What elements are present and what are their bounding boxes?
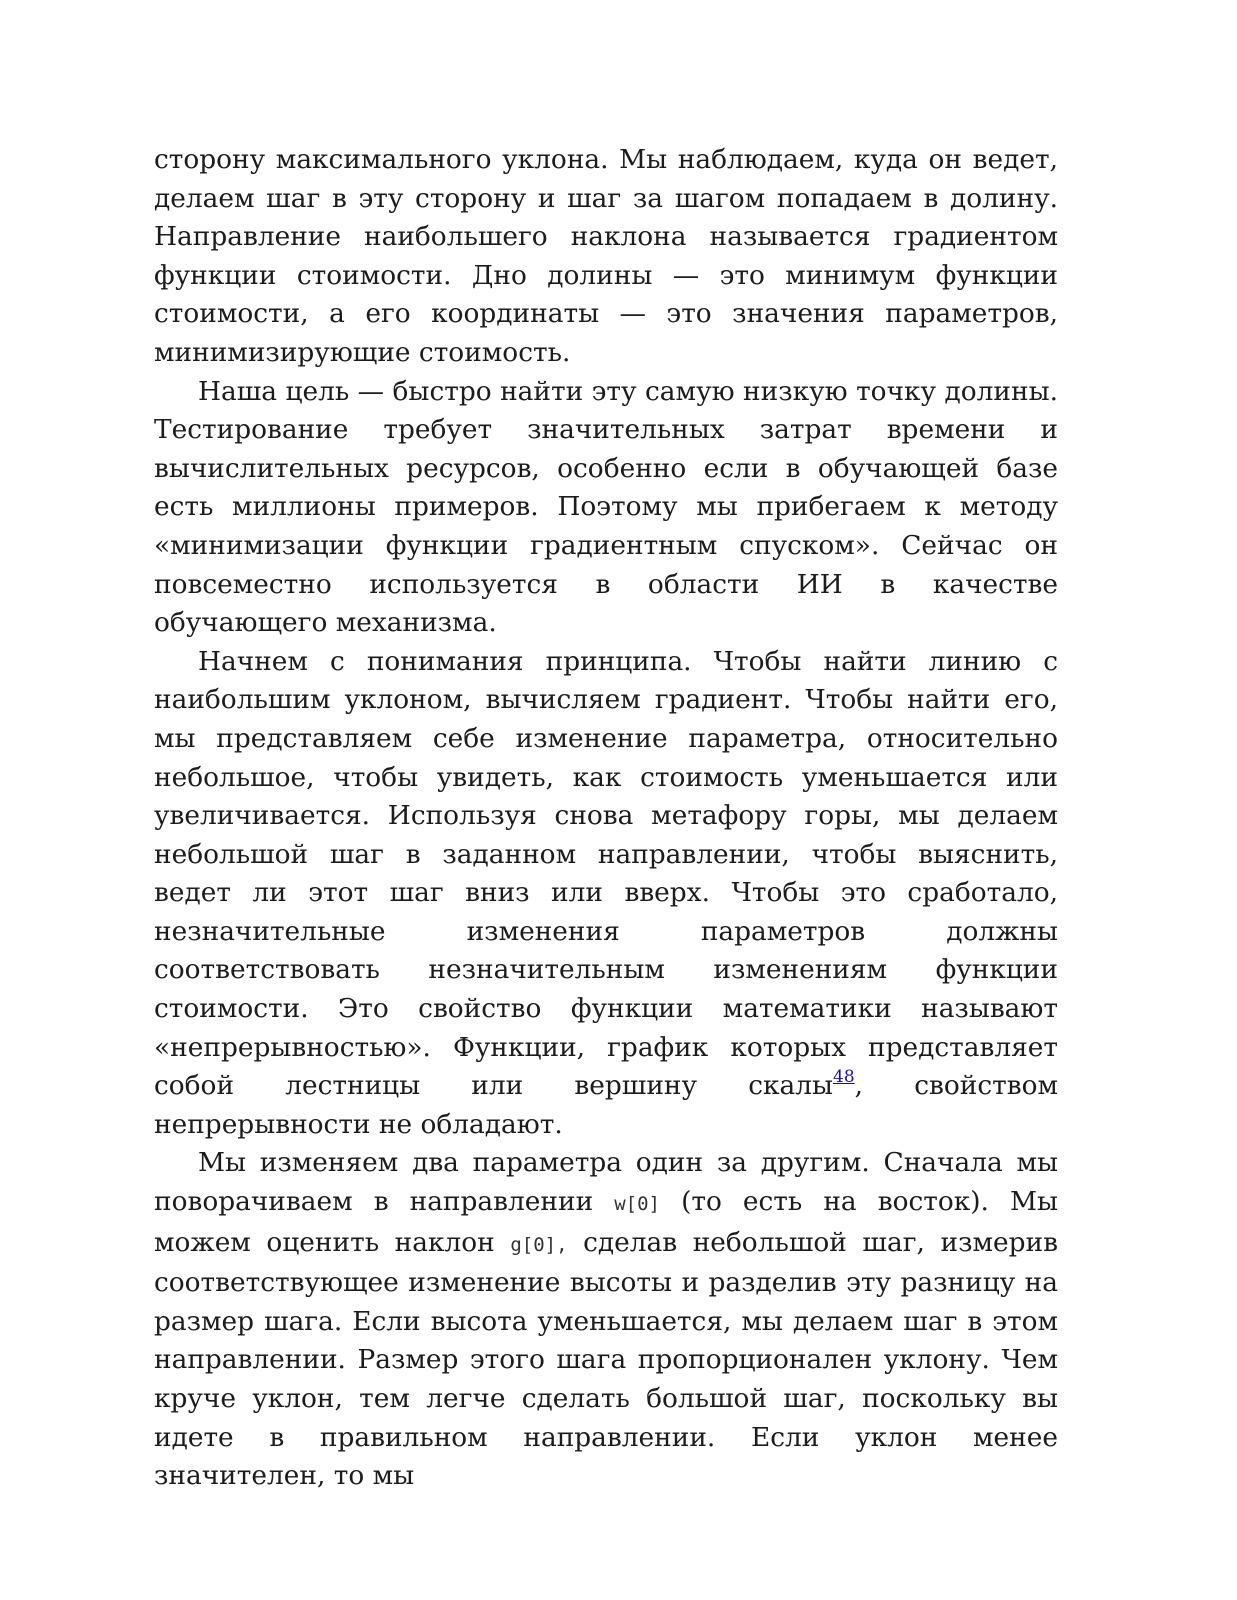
code-w0: w[0]	[614, 1193, 660, 1216]
paragraph-4-text-b: (то есть на восток). Мы можем оценить наклон	[154, 1186, 1059, 1258]
paragraph-3	[154, 643, 1058, 1145]
paragraph-3-text: Начнем с понимания принципа. Чтобы найти линию с наибольшим уклоном, вычисляем градиент. Чтобы найти его, мы представляем себе изменение параметра, относительно небольшое, чтобы увидеть, как стоимость уменьшается или увеличивается. Используя снова метафору горы, мы делаем небольшой шаг в заданном направлении, чтобы выяснить, ведет ли этот шаг вниз или вверх. Чтобы это сработало, незначительные изменения параметров должны соответствовать незначительным изменениям функции стоимости. Это свойство функции математики называют «непрерывностью». Функции, график которых представляет собой лестницы или вершину скалы	[154, 645, 1058, 1102]
paragraph-1: сторону максимального уклона. Мы наблюдаем, куда он ведет, делаем шаг в эту сторону и шаг за шагом попадаем в долину. Направление наибольшего наклона называется градиентом функции стоимости. Дно долины — это минимум функции стоимости, а его координаты — это значения параметров, минимизирующие стоимость.	[154, 144, 1058, 368]
paragraph-2: Наша цель — быстро найти эту самую низкую точку долины. Тестирование требует значительных затрат времени и вычислительных ресурсов, особенно если в обучающей базе есть миллионы примеров. Поэтому мы прибегаем к методу «минимизации функции градиентным спуском». Сейчас он повсеместно используется в области ИИ в качестве обучающего механизма.	[154, 375, 1058, 639]
paragraph-4-text-c: сделав небольшой шаг, измерив соответствующее изменение высоты и разделив эту разницу на размер шага. Если высота уменьшается, мы делаем шаг в этом направлении. Размер этого шага пропорционален уклону. Чем круче уклон, тем легче сделать большой шаг, поскольку вы идете в правильном направлении. Если уклон менее значителен, то мы	[154, 1226, 1058, 1492]
page-body	[154, 141, 1058, 1496]
paragraph-4-text-a: Мы изменяем два параметра один за другим. Сначала мы поворачиваем в направлении	[154, 1147, 1058, 1218]
footnote-link-48[interactable]: 48	[833, 1067, 855, 1088]
paragraph-3-text-end: , свойством непрерывности не обладают.	[154, 1070, 1058, 1140]
paragraph-4	[154, 1144, 1058, 1495]
code-g0: g[0],	[510, 1233, 568, 1256]
